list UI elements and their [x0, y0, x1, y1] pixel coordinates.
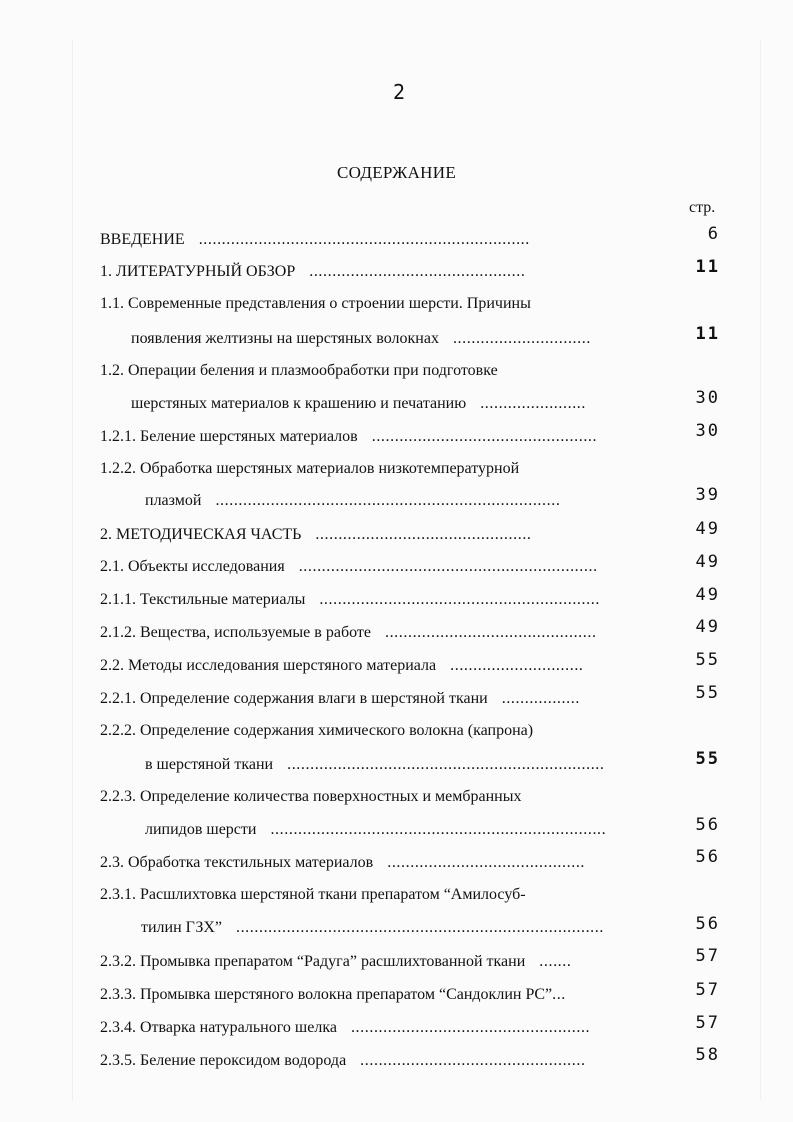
- page-scan-edge: [760, 40, 761, 1100]
- toc-entry-continuation: в шерстяной ткани .....................................................................: [145, 756, 605, 773]
- toc-entry: 2.3.5. Беление пероксидом водорода .................................................: [100, 1052, 586, 1069]
- toc-entry: ВВЕДЕНИЕ ........................................................................: [100, 231, 530, 248]
- toc-entry: 2. МЕТОДИЧЕСКАЯ ЧАСТЬ ...............................................: [100, 526, 532, 543]
- toc-entry: 1.1. Современные представления о строении шерсти. Причины: [100, 295, 531, 312]
- toc-entry: 1.2. Операции беления и плазмообработки при подготовке: [100, 362, 498, 379]
- toc-entry: 2.1. Объекты исследования .................................................................: [100, 558, 598, 575]
- toc-entry: 2.1.2. Вещества, используемые в работе ..............................................: [100, 624, 597, 641]
- toc-entry: 1.2.2. Обработка шерстяных материалов низкотемпературной: [100, 460, 520, 477]
- toc-entry: 2.2.3. Определение количества поверхностных и мембранных: [100, 788, 522, 805]
- toc-entry-continuation: липидов шерсти .........................................................................: [145, 821, 607, 838]
- toc-page-number: 56: [695, 847, 720, 867]
- toc-page-number: 11: [695, 324, 720, 344]
- toc-page-number: 30: [695, 421, 720, 441]
- toc-page-number: 57: [695, 1013, 720, 1033]
- toc-page-number: 55: [695, 749, 720, 769]
- toc-entry: 2.2.2. Определение содержания химического волокна (капрона): [100, 722, 534, 739]
- toc-page-number: 57: [695, 980, 720, 1000]
- toc-entry: 2.2.1. Определение содержания влаги в шерстяной ткани .................: [100, 690, 580, 707]
- toc-entry-continuation: появления желтизны на шерстяных волокнах ..............................: [131, 330, 591, 347]
- toc-entry: 2.3.4. Отварка натурального шелка ....................................................: [100, 1019, 591, 1036]
- toc-page-number: 49: [695, 585, 720, 605]
- toc-page-number: 49: [695, 519, 720, 539]
- page-number: 2: [393, 80, 406, 104]
- toc-page-number: 6: [707, 224, 720, 244]
- toc-entry-continuation: шерстяных материалов к крашению и печатанию .......................: [131, 395, 587, 412]
- toc-entry-continuation: плазмой ...........................................................................: [145, 492, 561, 509]
- toc-entry: 2.1.1. Текстильные материалы .............................................................: [100, 591, 600, 608]
- toc-page-number: 49: [695, 617, 720, 637]
- toc-page-number: 58: [695, 1045, 720, 1065]
- toc-entry: 2.2. Методы исследования шерстяного материала .............................: [100, 657, 584, 674]
- toc-page-number: 55: [695, 683, 720, 703]
- toc-entry: 2.3.3. Промывка шерстяного волокна препаратом “Сандоклин PC”...: [100, 986, 566, 1003]
- toc-page-number: 11: [695, 257, 720, 277]
- toc-entry: 2.3.1. Расшлихтовка шерстяной ткани препаратом “Амилосуб-: [100, 886, 526, 903]
- toc-page-number: 39: [695, 485, 720, 505]
- toc-page-number: 49: [695, 552, 720, 572]
- page-column-label: стр.: [689, 199, 716, 216]
- toc-entry-continuation: тилин ГЗХ” ................................................................................: [141, 919, 604, 936]
- page-title: СОДЕРЖАНИЕ: [336, 163, 457, 182]
- toc-page-number: 55: [695, 650, 720, 670]
- toc-entry: 2.3.2. Промывка препаратом “Радуга” расшлихтованной ткани .......: [100, 953, 572, 970]
- toc-page-number: 30: [695, 388, 720, 408]
- toc-page-number: 56: [695, 914, 720, 934]
- page-scan-edge: [72, 40, 73, 1100]
- toc-entry: 1. ЛИТЕРАТУРНЫЙ ОБЗОР ...............................................: [100, 263, 526, 280]
- toc-entry: 2.3. Обработка текстильных материалов ...........................................: [100, 854, 586, 871]
- toc-page-number: 57: [695, 946, 720, 966]
- toc-entry: 1.2.1. Беление шерстяных материалов .................................................: [100, 428, 598, 445]
- toc-page-number: 56: [695, 815, 720, 835]
